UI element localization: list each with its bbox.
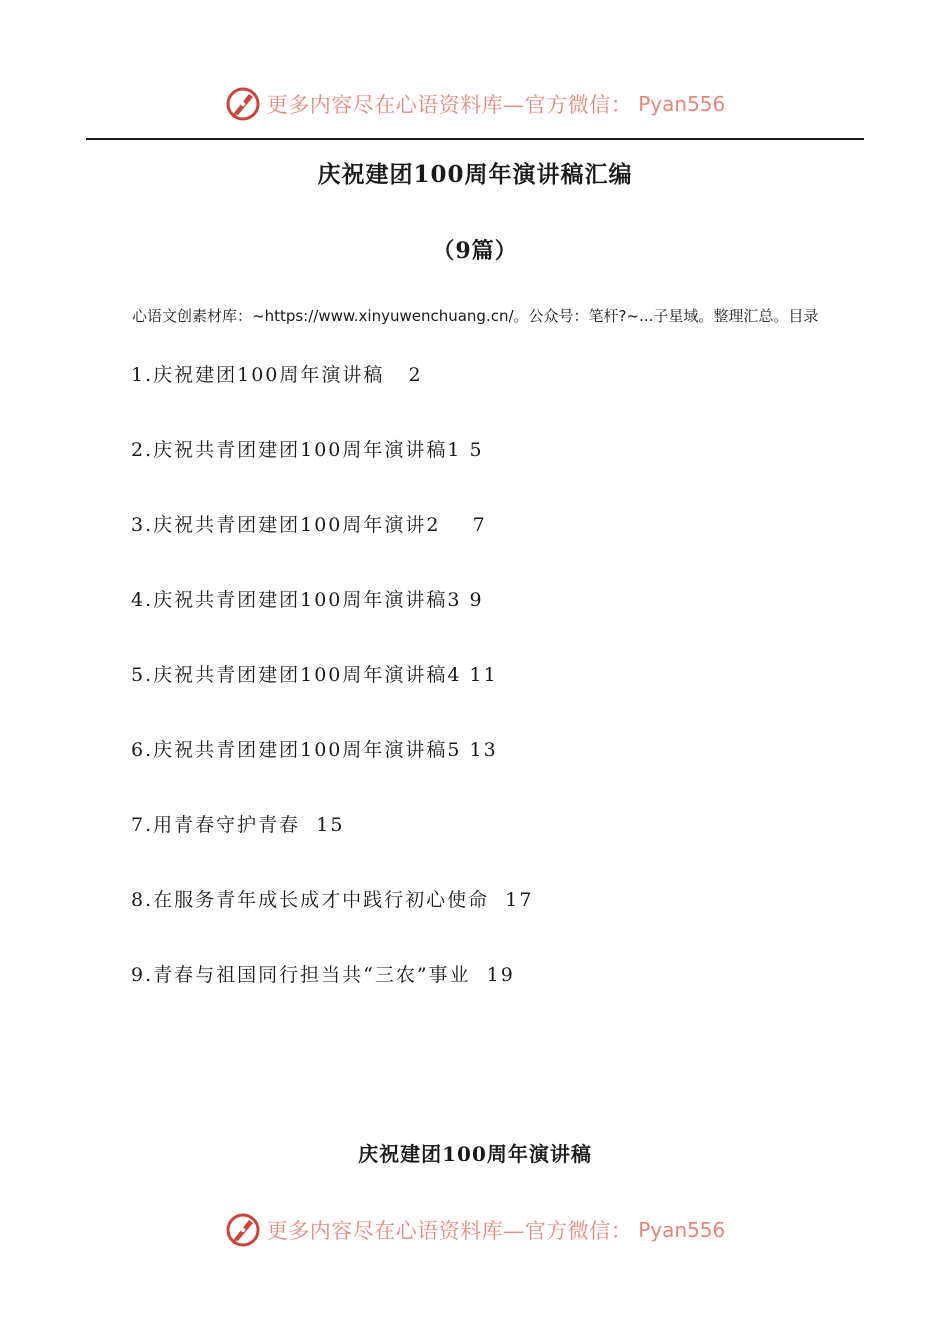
toc-item[interactable] xyxy=(131,885,533,960)
toc-item-label: 4.庆祝共青团建团100周年演讲稿3 xyxy=(131,589,462,611)
header-banner-text: 更多内容尽在心语资料库—官方微信： xyxy=(266,93,633,117)
toc-item[interactable] xyxy=(131,810,533,885)
toc-item-page: 9 xyxy=(469,589,484,611)
footer-banner-text: 更多内容尽在心语资料库—官方微信： xyxy=(266,1219,633,1243)
toc-item[interactable] xyxy=(131,360,533,435)
toc-item[interactable] xyxy=(131,735,533,810)
toc-item[interactable] xyxy=(131,510,533,585)
toc-item[interactable] xyxy=(131,435,533,510)
toc-item[interactable] xyxy=(131,585,533,660)
toc-item-label: 1.庆祝建团100周年演讲稿 xyxy=(131,364,385,386)
quill-pen-logo-icon xyxy=(225,86,261,122)
toc-item-label: 6.庆祝共青团建团100周年演讲稿5 xyxy=(131,739,462,761)
header-divider xyxy=(86,138,864,140)
toc-item-page: 15 xyxy=(316,814,345,836)
toc-item-page: 11 xyxy=(469,664,498,686)
quill-pen-logo-icon xyxy=(225,1212,261,1248)
toc-item-page: 17 xyxy=(505,889,534,911)
toc-item-label: 3.庆祝共青团建团100周年演讲2 xyxy=(131,514,441,536)
toc-item-label: 9.青春与祖国同行担当共“三农”事业 xyxy=(131,964,471,986)
toc-item-page: 13 xyxy=(469,739,498,761)
toc-item-page: 19 xyxy=(486,964,515,986)
toc-item[interactable] xyxy=(131,960,533,1035)
toc-item-label: 2.庆祝共青团建团100周年演讲稿1 xyxy=(131,439,462,461)
toc-item-label: 7.用青春守护青春 xyxy=(131,814,301,836)
section-title: 庆祝建团100周年演讲稿 xyxy=(358,1142,592,1166)
toc-item-label: 8.在服务青年成长成才中践行初心使命 xyxy=(131,889,490,911)
header-banner xyxy=(0,82,950,126)
toc-item[interactable] xyxy=(131,660,533,735)
footer-wechat-id: Pyan556 xyxy=(638,1218,726,1242)
footer-banner xyxy=(0,1208,950,1252)
document-subtitle: （9篇） xyxy=(432,238,518,264)
toc-item-label: 5.庆祝共青团建团100周年演讲稿4 xyxy=(131,664,462,686)
table-of-contents xyxy=(131,360,533,1035)
header-wechat-id: Pyan556 xyxy=(638,92,726,116)
source-line: 心语文创素材库：~https://www.xinyuwenchuang.cn/。公众号：笔杆?~...子星域。整理汇总。目录 xyxy=(132,307,819,325)
toc-item-page: 5 xyxy=(469,439,484,461)
toc-item-page: 2 xyxy=(408,364,423,386)
toc-item-page: 7 xyxy=(472,514,487,536)
document-title: 庆祝建团100周年演讲稿汇编 xyxy=(317,161,633,188)
